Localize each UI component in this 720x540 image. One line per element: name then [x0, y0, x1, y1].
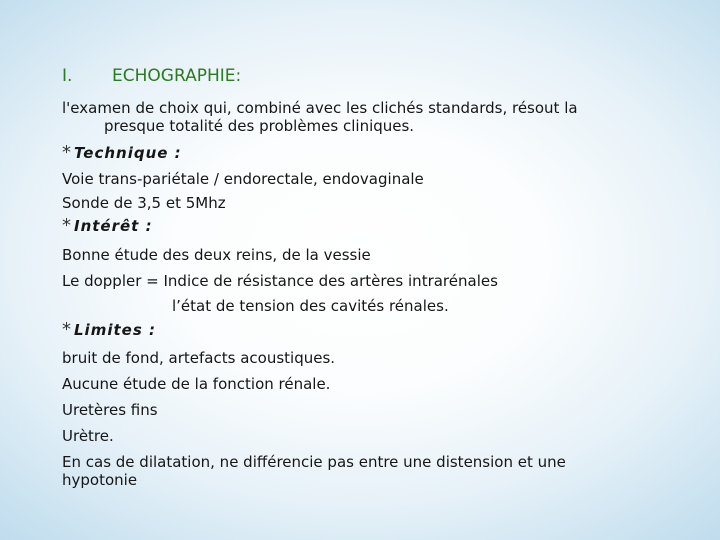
- body-line: Sonde de 3,5 et 5Mhz: [62, 194, 226, 212]
- title-text: ECHOGRAPHIE:: [112, 66, 242, 86]
- body-line: En cas de dilatation, ne différencie pas entre une distension et une: [62, 453, 566, 471]
- section-heading-interet: [62, 215, 153, 236]
- body-line: Bonne étude des deux reins, de la vessie: [62, 246, 371, 264]
- body-line: bruit de fond, artefacts acoustiques.: [62, 349, 336, 367]
- bullet-star-icon: *: [62, 319, 71, 340]
- body-line: Urètre.: [62, 427, 114, 445]
- title-number: I.: [62, 66, 73, 86]
- intro-line: presque totalité des problèmes cliniques.: [104, 117, 415, 135]
- slide-title: [62, 66, 241, 86]
- section-heading-label: Intérêt :: [74, 217, 153, 235]
- body-line: Voie trans-pariétale / endorectale, endovaginale: [62, 170, 424, 188]
- bullet-star-icon: *: [62, 142, 71, 163]
- section-heading-technique: [62, 142, 182, 163]
- section-heading-label: Technique :: [74, 144, 182, 162]
- section-heading-label: Limites :: [74, 321, 156, 339]
- body-line: l’état de tension des cavités rénales.: [172, 297, 449, 315]
- body-line: Uretères fins: [62, 401, 158, 419]
- body-line: Aucune étude de la fonction rénale.: [62, 375, 331, 393]
- body-line: Le doppler = Indice de résistance des artères intrarénales: [62, 272, 498, 290]
- bullet-star-icon: *: [62, 215, 71, 236]
- body-line: hypotonie: [62, 471, 138, 489]
- section-heading-limites: [62, 319, 156, 340]
- intro-line: l'examen de choix qui, combiné avec les clichés standards, résout la: [62, 99, 578, 117]
